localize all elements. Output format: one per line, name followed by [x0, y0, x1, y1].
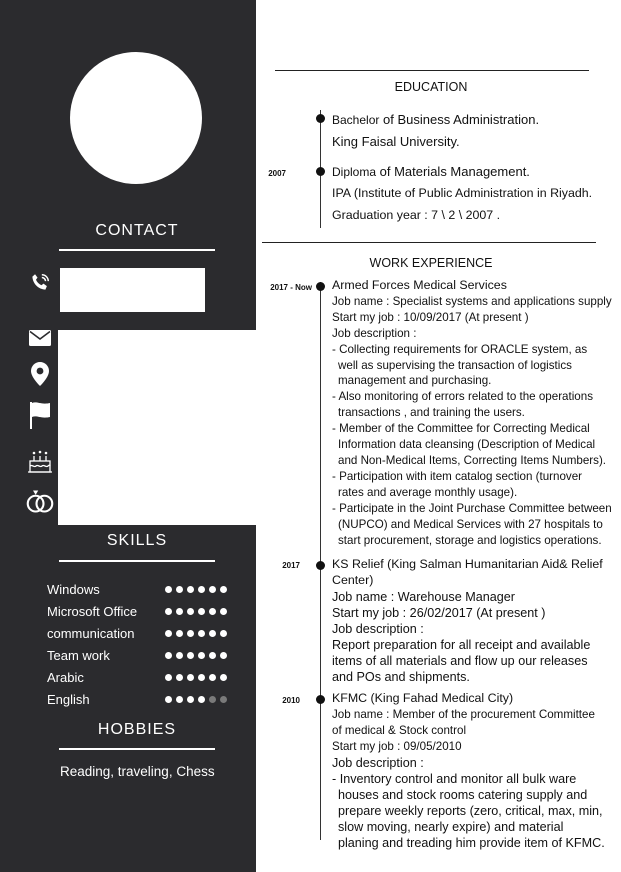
education-school: King Faisal University. [332, 134, 460, 149]
skill-dot-filled [220, 586, 227, 593]
education-title: EDUCATION [394, 80, 468, 94]
work-desc-line: houses and stock rooms catering supply and [338, 787, 588, 802]
mail-icon [26, 323, 54, 353]
skill-rating [165, 586, 227, 593]
skill-dot-filled [220, 674, 227, 681]
work-desc-line: transactions , and training the users. [338, 406, 525, 420]
skill-dot-filled [220, 608, 227, 615]
skill-dot-filled [198, 608, 205, 615]
skill-name: Microsoft Office [47, 603, 138, 619]
skill-dot-filled [198, 696, 205, 703]
contact-details-redacted [58, 330, 256, 525]
hobbies-title: HOBBIES [97, 721, 177, 738]
phone-value-redacted [60, 268, 205, 312]
work-desc-line: - Participation with item catalog section (turnover [332, 469, 583, 483]
location-icon [26, 359, 54, 389]
rings-icon [26, 486, 54, 516]
work-entry-ks-relief [332, 557, 614, 685]
skill-row [47, 622, 227, 644]
work-desc-line: slow moving, nearly expire) and material [338, 819, 564, 834]
timeline-bullet [316, 695, 325, 704]
timeline-bullet [316, 114, 325, 123]
skill-row [47, 666, 227, 688]
work-job-name: of medical & Stock control [332, 723, 467, 737]
education-school: IPA (Institute of Public Administration in Riyadh. [332, 186, 593, 200]
skill-dot-filled [198, 630, 205, 637]
work-start: Start my job : 09/05/2010 [332, 739, 462, 753]
main-content [256, 0, 621, 872]
work-job-name: Job name : Specialist systems and applications supply [332, 294, 612, 308]
skill-dot-filled [198, 586, 205, 593]
skill-name: Windows [47, 581, 100, 597]
work-top-rule [262, 242, 596, 243]
work-year: 2017 - Now [270, 283, 312, 292]
work-desc-label: Job description : [332, 621, 424, 636]
skill-rating [165, 674, 227, 681]
skill-dot-filled [209, 608, 216, 615]
work-desc-line: start procurement, storage and logistics operations. [338, 533, 602, 547]
education-degree: Bachelor of Business Administration. [332, 112, 540, 127]
skill-dot-filled [176, 586, 183, 593]
skill-dot-filled [187, 696, 194, 703]
work-org: KFMC (King Fahad Medical City) [332, 691, 514, 705]
work-desc-line: - Collecting requirements for ORACLE system, as [332, 342, 588, 356]
skill-dot-empty [220, 696, 227, 703]
flag-icon [26, 400, 54, 430]
skills-list [47, 578, 227, 710]
skill-rating [165, 608, 227, 615]
skill-dot-filled [165, 652, 172, 659]
skill-dot-filled [165, 586, 172, 593]
work-start: Start my job : 10/09/2017 (At present ) [332, 310, 529, 324]
skill-dot-filled [176, 630, 183, 637]
skill-dot-filled [165, 674, 172, 681]
skill-dot-filled [209, 586, 216, 593]
skill-dot-filled [187, 674, 194, 681]
work-year: 2010 [282, 696, 300, 705]
work-desc-line: management and purchasing. [338, 374, 492, 388]
skill-name: English [47, 691, 90, 707]
work-org: Armed Forces Medical Services [332, 278, 507, 292]
work-org: Center) [332, 572, 374, 587]
work-desc-line: prepare weekly reports (zero, critical, max, min, [338, 803, 603, 818]
skill-dot-filled [187, 608, 194, 615]
skills-title: SKILLS [106, 532, 168, 549]
skill-row [47, 688, 227, 710]
education-year: 2007 [268, 169, 286, 178]
work-job-name: Job name : Member of the procurement Committee [332, 707, 595, 721]
skill-name: Team work [47, 647, 110, 663]
contact-title: CONTACT [95, 222, 179, 239]
skill-dot-filled [198, 674, 205, 681]
skill-dot-filled [209, 630, 216, 637]
work-desc-line: planing and treading him provide item of KFMC. [338, 835, 605, 850]
work-entry-kfmc [332, 691, 614, 851]
skill-dot-filled [187, 586, 194, 593]
skill-name: communication [47, 625, 135, 641]
skill-dot-filled [198, 652, 205, 659]
work-job-name: Job name : Warehouse Manager [332, 589, 515, 604]
skill-dot-filled [165, 696, 172, 703]
hobbies-divider [59, 748, 215, 750]
skill-dot-filled [176, 608, 183, 615]
skill-rating [165, 630, 227, 637]
work-title: WORK EXPERIENCE [369, 256, 493, 270]
skill-dot-filled [165, 608, 172, 615]
skill-dot-filled [176, 696, 183, 703]
work-entry-armed-forces [332, 278, 614, 548]
work-desc-line: - Member of the Committee for Correcting Medical [332, 422, 590, 436]
timeline-bullet [316, 561, 325, 570]
timeline-bullet [316, 167, 325, 176]
timeline-bullet [316, 282, 325, 291]
skill-dot-filled [209, 674, 216, 681]
skill-dot-filled [220, 630, 227, 637]
skill-rating [165, 652, 227, 659]
phone-icon [26, 268, 54, 298]
work-desc-line: items of all materials and flow up our releases [332, 653, 588, 668]
skill-dot-filled [187, 652, 194, 659]
skill-dot-filled [187, 630, 194, 637]
skill-dot-filled [165, 630, 172, 637]
contact-divider [59, 249, 215, 251]
sidebar [0, 0, 256, 872]
skill-dot-empty [209, 696, 216, 703]
work-desc-line: well as supervising the transaction of logistics [338, 358, 572, 372]
work-desc-line: - Also monitoring of errors related to the operations [332, 390, 593, 404]
skill-name: Arabic [47, 669, 84, 685]
birthday-cake-icon [26, 446, 54, 476]
education-degree: Diploma of Materials Management. [332, 164, 530, 179]
skill-rating [165, 696, 227, 703]
skill-dot-filled [220, 652, 227, 659]
work-desc-line: rates and average monthly usage). [338, 485, 518, 499]
skill-dot-filled [176, 652, 183, 659]
work-desc-line: - Participate in the Joint Purchase Committee between [332, 501, 612, 515]
work-start: Start my job : 26/02/2017 (At present ) [332, 605, 546, 620]
skill-dot-filled [209, 652, 216, 659]
work-desc-label: Job description : [332, 755, 424, 770]
hobbies-text: Reading, traveling, Chess [60, 764, 215, 779]
work-year: 2017 [282, 561, 300, 570]
profile-photo [70, 52, 202, 184]
work-desc-line: - Inventory control and monitor all bulk ware [332, 771, 577, 786]
skill-row [47, 644, 227, 666]
education-top-rule [275, 70, 589, 71]
skill-row [47, 578, 227, 600]
skill-row [47, 600, 227, 622]
work-desc-line: Report preparation for all receipt and available [332, 637, 591, 652]
work-desc-line: Information data cleansing (Description of Medical [338, 438, 596, 452]
education-graduation: Graduation year : 7 \ 2 \ 2007 . [332, 208, 501, 222]
work-desc-label: Job description : [332, 326, 417, 340]
skill-dot-filled [176, 674, 183, 681]
skills-divider [59, 560, 215, 562]
work-desc-line: (NUPCO) and Medical Services with 27 hospitals to [338, 517, 603, 531]
work-org: KS Relief (King Salman Humanitarian Aid& Relief [332, 557, 603, 571]
work-desc-line: and Non-Medical Items, Correcting Items Numbers). [338, 453, 607, 467]
work-desc-line: and POs and shipments. [332, 669, 470, 684]
